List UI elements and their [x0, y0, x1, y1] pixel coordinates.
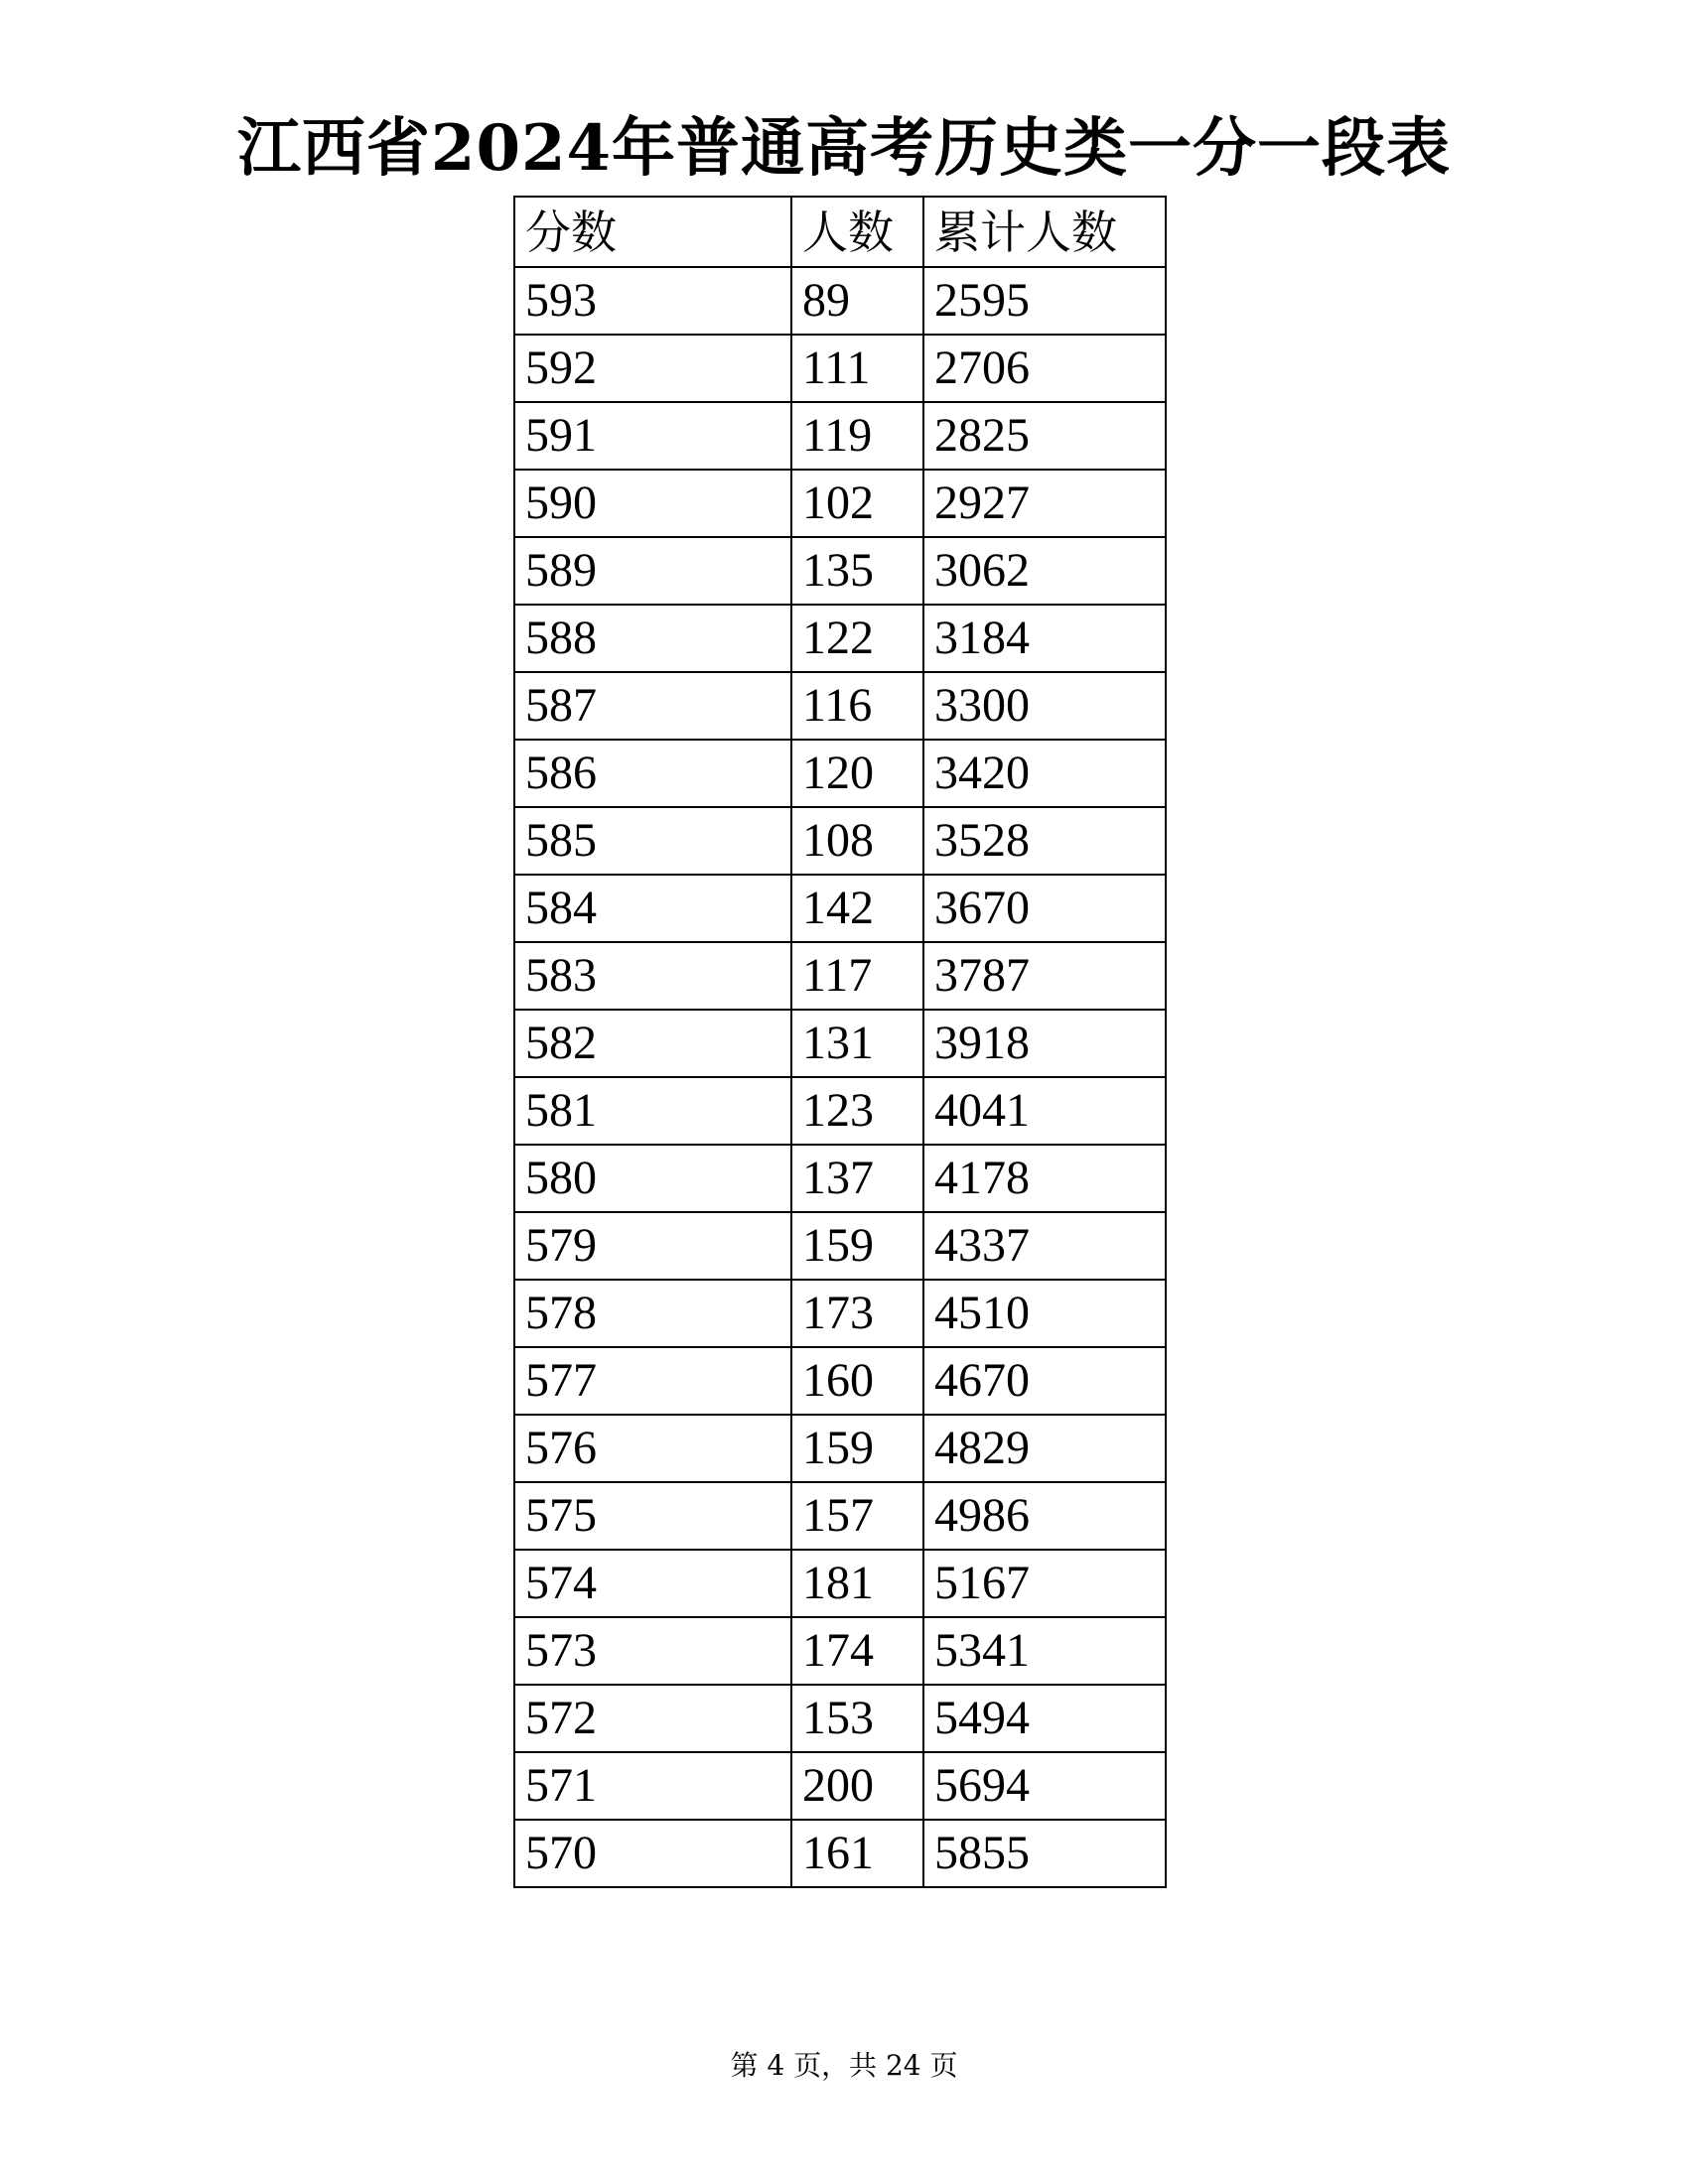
cell-score: 576	[514, 1415, 791, 1482]
page-footer: 第 4 页，共 24 页	[730, 2049, 958, 2082]
cell-score: 587	[514, 672, 791, 740]
table-row	[514, 740, 1166, 807]
cell-count: 181	[791, 1550, 923, 1617]
cell-score: 592	[514, 335, 791, 402]
cell-cumulative: 5855	[923, 1820, 1166, 1887]
cell-count: 200	[791, 1752, 923, 1820]
table-row	[514, 1280, 1166, 1347]
cell-cumulative: 3918	[923, 1010, 1166, 1077]
table-row	[514, 537, 1166, 605]
cell-count: 173	[791, 1280, 923, 1347]
cell-count: 135	[791, 537, 923, 605]
cell-score: 573	[514, 1617, 791, 1685]
cell-count: 89	[791, 267, 923, 335]
header-cumulative: 累计人数	[923, 197, 1166, 267]
cell-count: 160	[791, 1347, 923, 1415]
cell-count: 137	[791, 1145, 923, 1212]
table-row	[514, 1685, 1166, 1752]
cell-count: 111	[791, 335, 923, 402]
table-row	[514, 672, 1166, 740]
cell-cumulative: 4041	[923, 1077, 1166, 1145]
cell-score: 590	[514, 470, 791, 537]
cell-score: 578	[514, 1280, 791, 1347]
table-row	[514, 1145, 1166, 1212]
cell-score: 583	[514, 942, 791, 1010]
cell-count: 159	[791, 1415, 923, 1482]
table-row	[514, 1482, 1166, 1550]
cell-score: 574	[514, 1550, 791, 1617]
cell-score: 581	[514, 1077, 791, 1145]
cell-cumulative: 2927	[923, 470, 1166, 537]
cell-score: 579	[514, 1212, 791, 1280]
cell-cumulative: 5341	[923, 1617, 1166, 1685]
table-row	[514, 1212, 1166, 1280]
table-row	[514, 402, 1166, 470]
cell-count: 159	[791, 1212, 923, 1280]
cell-count: 174	[791, 1617, 923, 1685]
cell-count: 153	[791, 1685, 923, 1752]
table-row	[514, 335, 1166, 402]
page-title: 江西省2024年普通高考历史类一分一段表	[236, 111, 1452, 186]
cell-score: 585	[514, 807, 791, 875]
cell-score: 570	[514, 1820, 791, 1887]
table-row	[514, 470, 1166, 537]
cell-count: 161	[791, 1820, 923, 1887]
table-row	[514, 1617, 1166, 1685]
cell-cumulative: 2706	[923, 335, 1166, 402]
table-body	[514, 267, 1166, 1887]
cell-cumulative: 4178	[923, 1145, 1166, 1212]
cell-score: 584	[514, 875, 791, 942]
cell-score: 589	[514, 537, 791, 605]
cell-count: 157	[791, 1482, 923, 1550]
cell-cumulative: 3184	[923, 605, 1166, 672]
table-row	[514, 1820, 1166, 1887]
table-row	[514, 1415, 1166, 1482]
cell-count: 142	[791, 875, 923, 942]
table-row	[514, 807, 1166, 875]
cell-score: 571	[514, 1752, 791, 1820]
cell-cumulative: 4337	[923, 1212, 1166, 1280]
table-row	[514, 1010, 1166, 1077]
cell-cumulative: 4510	[923, 1280, 1166, 1347]
cell-cumulative: 3300	[923, 672, 1166, 740]
cell-cumulative: 2825	[923, 402, 1166, 470]
table-row	[514, 942, 1166, 1010]
cell-count: 120	[791, 740, 923, 807]
cell-score: 593	[514, 267, 791, 335]
table-row	[514, 1347, 1166, 1415]
cell-count: 108	[791, 807, 923, 875]
cell-score: 577	[514, 1347, 791, 1415]
cell-cumulative: 3062	[923, 537, 1166, 605]
table-row	[514, 1550, 1166, 1617]
table-header-row	[514, 197, 1166, 267]
table-row	[514, 1077, 1166, 1145]
header-score: 分数	[514, 197, 791, 267]
table-row	[514, 1752, 1166, 1820]
table-row	[514, 875, 1166, 942]
cell-score: 580	[514, 1145, 791, 1212]
cell-count: 131	[791, 1010, 923, 1077]
cell-cumulative: 3528	[923, 807, 1166, 875]
cell-cumulative: 3787	[923, 942, 1166, 1010]
cell-count: 102	[791, 470, 923, 537]
cell-score: 582	[514, 1010, 791, 1077]
cell-cumulative: 2595	[923, 267, 1166, 335]
cell-count: 119	[791, 402, 923, 470]
cell-cumulative: 5167	[923, 1550, 1166, 1617]
table-row	[514, 267, 1166, 335]
cell-count: 123	[791, 1077, 923, 1145]
cell-count: 117	[791, 942, 923, 1010]
cell-cumulative: 5494	[923, 1685, 1166, 1752]
cell-score: 572	[514, 1685, 791, 1752]
cell-cumulative: 3670	[923, 875, 1166, 942]
cell-cumulative: 4670	[923, 1347, 1166, 1415]
cell-score: 586	[514, 740, 791, 807]
table-row	[514, 605, 1166, 672]
cell-score: 575	[514, 1482, 791, 1550]
cell-cumulative: 4829	[923, 1415, 1166, 1482]
cell-cumulative: 5694	[923, 1752, 1166, 1820]
score-distribution-table	[513, 196, 1167, 1888]
cell-cumulative: 3420	[923, 740, 1166, 807]
cell-score: 588	[514, 605, 791, 672]
header-count: 人数	[791, 197, 923, 267]
cell-count: 122	[791, 605, 923, 672]
cell-count: 116	[791, 672, 923, 740]
cell-cumulative: 4986	[923, 1482, 1166, 1550]
cell-score: 591	[514, 402, 791, 470]
